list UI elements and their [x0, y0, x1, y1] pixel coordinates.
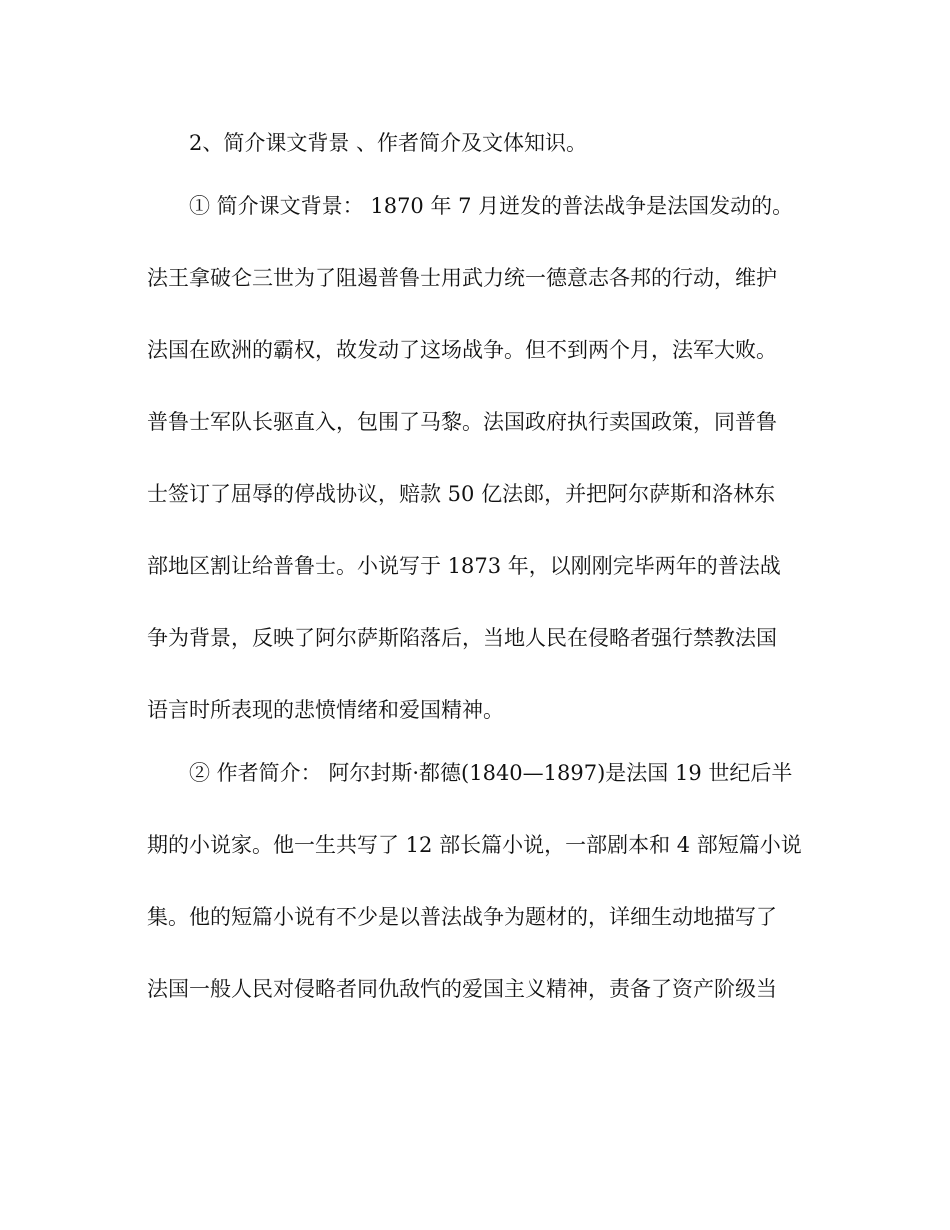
paragraph-line: 争为背景，反映了阿尔萨斯陷落后，当地人民在侵略者强行禁教法国 — [147, 626, 777, 650]
paragraph-line: 语言时所表现的悲愤情绪和爱国精神。 — [147, 698, 504, 722]
author-intro-line: ② 作者简介： 阿尔封斯·都德(1840—1897)是法国 19 世纪后半 — [189, 761, 793, 785]
paragraph-line: 法国在欧洲的霸权，故发动了这场战争。但不到两个月，法军大败。 — [147, 338, 777, 362]
paragraph-line: 士签订了屈辱的停战协议，赔款 50 亿法郎，并把阿尔萨斯和洛林东 — [147, 482, 776, 506]
section-heading: 2、简介课文背景 、作者简介及文体知识。 — [189, 131, 588, 155]
paragraph-line: 普鲁士军队长驱直入，包围了马黎。法国政府执行卖国政策，同普鲁 — [147, 410, 777, 434]
paragraph-line: 集。他的短篇小说有不少是以普法战争为题材的，详细生动地描写了 — [147, 905, 777, 929]
paragraph-line: 部地区割让给普鲁士。小说写于 1873 年，以刚刚完毕两年的普法战 — [147, 554, 781, 578]
background-intro-line: ① 简介课文背景： 1870 年 7 月迸发的普法战争是法国发动的。 — [189, 194, 794, 218]
paragraph-line: 期的小说家。他一生共写了 12 部长篇小说，一部剧本和 4 部短篇小说 — [147, 833, 802, 857]
paragraph-line: 法王拿破仑三世为了阻遏普鲁士用武力统一德意志各邦的行动，维护 — [147, 266, 777, 290]
paragraph-line: 法国一般人民对侵略者同仇敌忾的爱国主义精神，责备了资产阶级当 — [147, 977, 777, 1001]
